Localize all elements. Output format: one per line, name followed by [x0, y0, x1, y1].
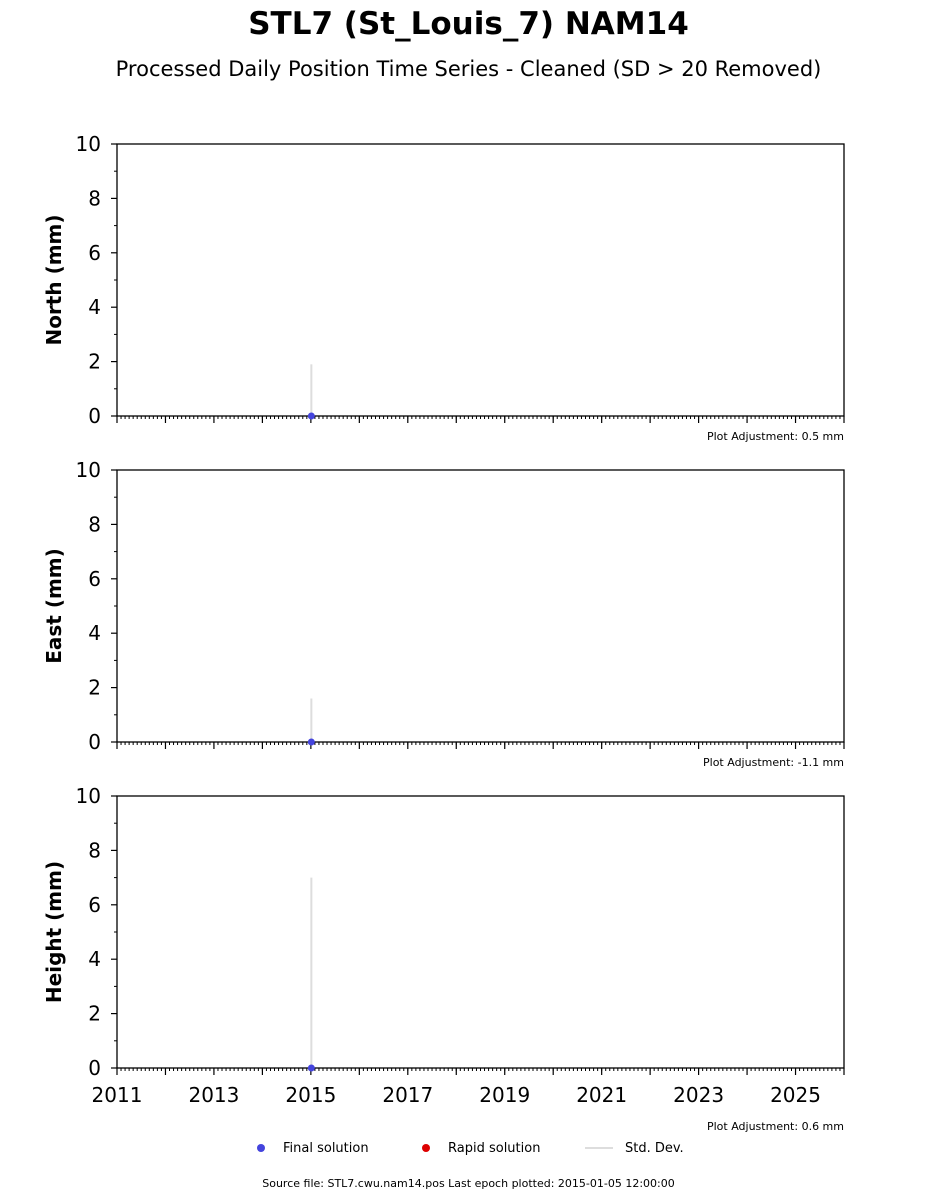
y-tick-label: 0: [88, 404, 101, 428]
chart-title: STL7 (St_Louis_7) NAM14: [248, 6, 689, 42]
y-tick-label: 0: [88, 1056, 101, 1080]
y-axis-label: Height (mm): [42, 860, 66, 1004]
y-tick-label: 2: [88, 349, 101, 374]
y-tick-label: 8: [88, 186, 101, 211]
y-tick-label: 6: [88, 892, 101, 917]
source-footer: Source file: STL7.cwu.nam14.pos Last epoch plotted: 2015-01-05 12:00:00: [262, 1177, 675, 1190]
legend-label-std: Std. Dev.: [625, 1140, 684, 1156]
rapid-solution-marker-icon: [422, 1144, 430, 1152]
y-tick-label: 10: [75, 784, 101, 808]
legend-item-rapid: [422, 1138, 540, 1158]
legend-item-std: [585, 1138, 684, 1158]
x-tick-label: 2013: [188, 1083, 240, 1107]
y-tick-label: 8: [88, 512, 101, 537]
std-dev-line-icon: [585, 1147, 613, 1149]
y-tick-label: 8: [88, 838, 101, 863]
data-point: [308, 413, 315, 420]
plot-adjustment-note: Plot Adjustment: 0.6 mm: [706, 1120, 844, 1133]
y-tick-label: 10: [75, 132, 101, 156]
data-point: [308, 1065, 315, 1072]
y-tick-label: 4: [88, 295, 101, 320]
chart-subtitle: Processed Daily Position Time Series - Cleaned (SD > 20 Removed): [115, 57, 822, 81]
legend-label-rapid: Rapid solution: [448, 1140, 541, 1156]
y-tick-label: 0: [88, 730, 101, 754]
x-tick-label: 2017: [382, 1083, 434, 1107]
plot-adjustment-note: Plot Adjustment: -1.1 mm: [703, 756, 844, 769]
legend: [0, 1138, 937, 1158]
y-tick-label: 10: [75, 458, 101, 482]
x-tick-label: 2025: [770, 1083, 821, 1107]
x-tick-label: 2019: [479, 1083, 531, 1107]
panel-frame: [117, 796, 844, 1068]
final-solution-marker-icon: [257, 1144, 265, 1152]
x-tick-label: 2015: [285, 1083, 337, 1107]
data-point: [308, 739, 315, 746]
y-tick-label: 4: [88, 621, 101, 646]
legend-item-final: [257, 1138, 369, 1158]
y-tick-label: 2: [88, 1001, 101, 1026]
panel-frame: [117, 470, 844, 742]
x-tick-label: 2021: [576, 1083, 628, 1107]
y-tick-label: 6: [88, 566, 101, 591]
y-axis-label: East (mm): [42, 548, 66, 664]
plot-adjustment-note: Plot Adjustment: 0.5 mm: [706, 430, 844, 443]
panel-frame: [117, 144, 844, 416]
legend-label-final: Final solution: [283, 1140, 369, 1156]
y-tick-label: 6: [88, 240, 101, 265]
x-tick-label: 2011: [91, 1083, 143, 1107]
y-tick-label: 2: [88, 675, 101, 700]
x-tick-label: 2023: [673, 1083, 725, 1107]
y-axis-label: North (mm): [42, 214, 66, 346]
y-tick-label: 4: [88, 947, 101, 972]
